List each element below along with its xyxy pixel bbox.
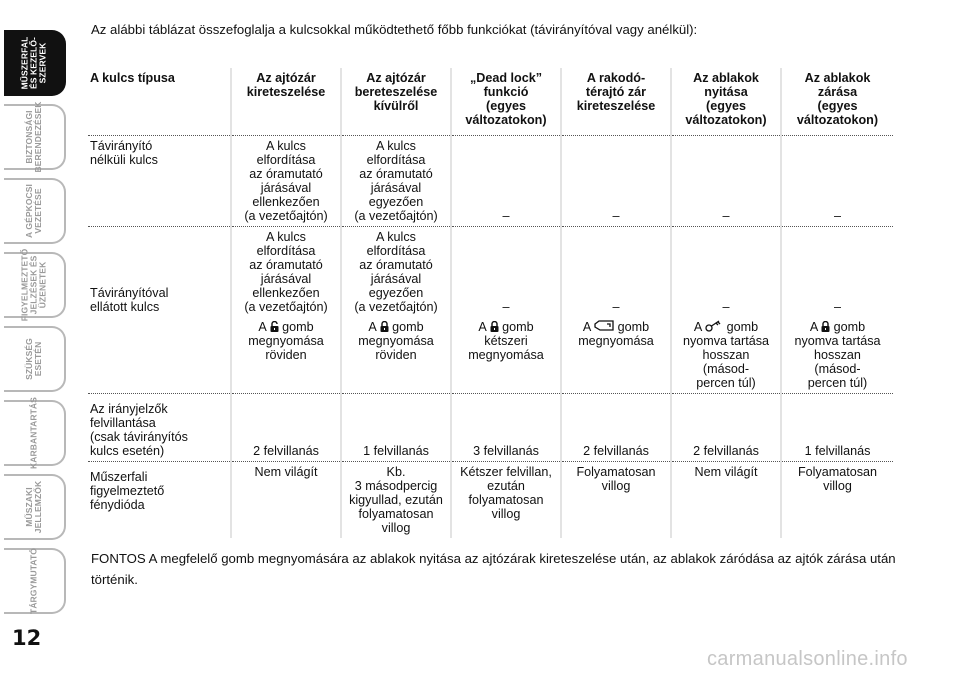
tab-figyelmezteto[interactable] (4, 248, 66, 322)
row-label: Műszerfali figyelmeztető fénydióda (88, 462, 231, 539)
key-icon (705, 320, 723, 332)
table-cell (451, 317, 561, 394)
row-label-empty (88, 317, 231, 394)
table-cell: A kulcs elfordítása az óramutató járásával ellenkezően (a vezetőajtón) (231, 227, 341, 318)
tab-label: KARBANTARTÁS (28, 397, 39, 469)
cell-text: gomb kétszeri megnyomása (468, 320, 544, 362)
table-cell: 2 felvillanás (231, 394, 341, 462)
trunk-icon (594, 320, 614, 332)
table-cell (671, 317, 781, 394)
tab-targymutato[interactable] (4, 548, 66, 614)
row-label: Távirányító nélküli kulcs (88, 136, 231, 227)
cell-prefix: A (258, 320, 267, 334)
cell-text: gomb megnyomása (578, 320, 654, 348)
table-cell: – (451, 227, 561, 318)
table-cell: – (561, 136, 671, 227)
cell-prefix: A (368, 320, 377, 334)
tab-muszerfal[interactable] (4, 30, 66, 96)
table-cell: – (451, 136, 561, 227)
table-cell: A kulcs elfordítása az óramutató járásával egyezően (a vezetőajtón) (341, 136, 451, 227)
column-header: „Dead lock” funkció (egyes változatokon) (451, 68, 561, 136)
tab-gepkocsi-vezetese[interactable] (4, 178, 66, 244)
table-cell: – (671, 227, 781, 318)
column-header: Az ablakok nyitása (egyes változatokon) (671, 68, 781, 136)
table-cell: 2 felvillanás (561, 394, 671, 462)
cell-prefix: A (478, 320, 487, 334)
column-header: A kulcs típusa (90, 71, 175, 85)
tab-label: BIZTONSÁGI BERENDEZÉSEK (24, 101, 43, 173)
table-cell: 2 felvillanás (671, 394, 781, 462)
cell-prefix: A (693, 320, 702, 334)
cell-text: gomb megnyomása röviden (358, 320, 434, 362)
column-header: Az ajtózár kireteszelése (231, 68, 341, 136)
table-cell: A kulcs elfordítása az óramutató járásával ellenkezően (a vezetőajtón) (231, 136, 341, 227)
cell-prefix: A (582, 320, 591, 334)
cell-prefix: A (809, 320, 818, 334)
lock-icon (821, 321, 830, 332)
tab-label: MŰSZAKI JELLEMZŐK (24, 480, 43, 534)
table-cell: – (671, 136, 781, 227)
tab-biztonsagi[interactable] (4, 101, 66, 173)
important-note: FONTOS A megfelelő gomb megnyomására az ablakok nyitása az ajtózárak kireteszelése után, az ablakok záródása az ajtók zárása után történik. (91, 551, 896, 587)
tab-label: TÁRGYMUTATÓ (28, 548, 39, 614)
table-cell: 3 felvillanás (451, 394, 561, 462)
key-function-table (88, 68, 893, 538)
table-cell: – (561, 227, 671, 318)
table-row (88, 136, 893, 227)
row-label: Távirányítóval ellátott kulcs (88, 227, 231, 318)
table-cell (341, 317, 451, 394)
table-cell: Nem világít (671, 462, 781, 539)
cell-text: gomb megnyomása röviden (248, 320, 324, 362)
table-cell: Kb. 3 másodpercig kigyullad, ezután folyamatosan villog (341, 462, 451, 539)
column-header: A rakodó- térajtó zár kireteszelése (561, 68, 671, 136)
table-cell: Folyamatosan villog (781, 462, 893, 539)
table-row (88, 462, 893, 539)
table-cell: 1 felvillanás (781, 394, 893, 462)
table-cell: Nem világít (231, 462, 341, 539)
tab-karbantartas[interactable] (4, 397, 66, 469)
column-header: Az ablakok zárása (egyes változatokon) (781, 68, 893, 136)
cell-text: gomb nyomva tartása hosszan (másod- percen túl) (682, 320, 770, 390)
table-header-row (88, 68, 893, 136)
table-row (88, 227, 893, 318)
row-label: Az irányjelzők felvillantása (csak távirányítós kulcs esetén) (88, 394, 231, 462)
table-cell: – (781, 227, 893, 318)
table-cell: Kétszer felvillan, ezután folyamatosan villog (451, 462, 561, 539)
table-cell: 1 felvillanás (341, 394, 451, 462)
page-number: 12 (12, 626, 42, 650)
intro-text: Az alábbi táblázat összefoglalja a kulcsokkal működtethető főbb funkciókat (távirányítóval vagy anélkül): (91, 22, 698, 37)
lock-icon (490, 321, 499, 332)
tab-label: MŰSZERFAL ÉS KEZELŐ- SZERVEK (19, 36, 48, 90)
tab-label: A GÉPKOCSI VEZETÉSE (24, 183, 43, 239)
tab-muszaki[interactable] (4, 474, 66, 540)
table-cell (231, 317, 341, 394)
table-cell: A kulcs elfordítása az óramutató járásával egyezően (a vezetőajtón) (341, 227, 451, 318)
unlock-icon (270, 321, 279, 332)
column-header: Az ajtózár bereteszelése kívülről (341, 68, 451, 136)
table-row (88, 317, 893, 394)
table-cell: – (781, 136, 893, 227)
lock-icon (380, 321, 389, 332)
cell-text: gomb nyomva tartása hosszan (másod- percen túl) (794, 320, 881, 390)
table-cell: Folyamatosan villog (561, 462, 671, 539)
watermark: carmanualsonline.info (707, 648, 908, 670)
table-cell (561, 317, 671, 394)
tab-label: FIGYELMEZTETŐ JELZÉSEK ÉS ÜZENETEK (19, 248, 48, 322)
table-row (88, 394, 893, 462)
tab-szukseg[interactable] (4, 326, 66, 392)
tab-label: SZÜKSÉG ESETÉN (24, 338, 43, 380)
table-cell (781, 317, 893, 394)
